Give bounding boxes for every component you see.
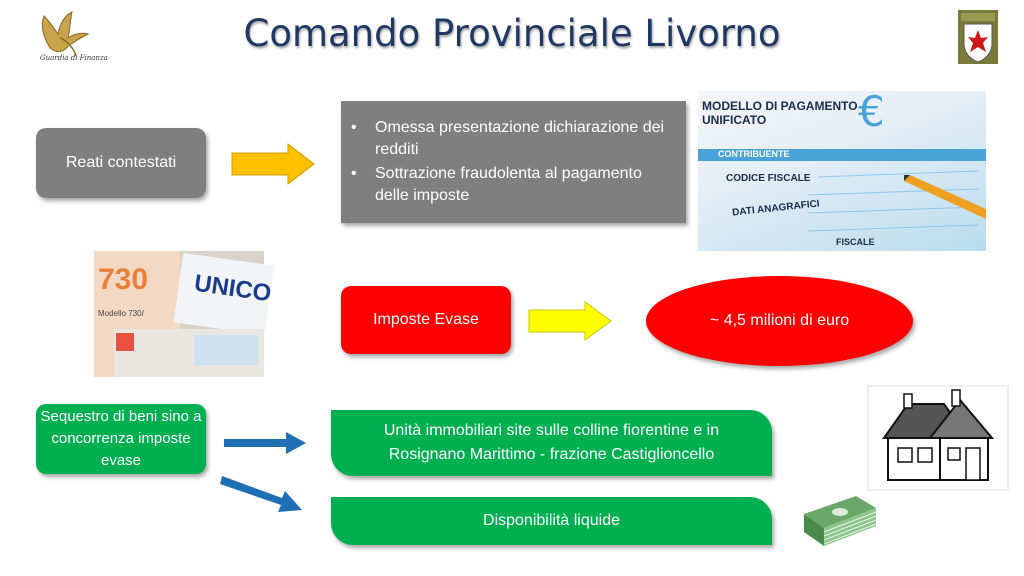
arrow-right-icon — [222, 430, 308, 461]
contested-crimes-list — [341, 101, 686, 223]
tax-forms-photo — [94, 251, 273, 377]
form-730-label: 730 — [98, 263, 149, 296]
provincial-crest-icon — [958, 10, 998, 64]
form-title-line2: UNIFICATO — [702, 113, 767, 127]
arrow-right-icon — [527, 300, 613, 347]
form-unico-label: UNICO — [192, 269, 273, 308]
liquid-assets-box: Disponibilità liquide — [331, 497, 772, 545]
imposte-evase-box: Imposte Evase — [341, 286, 511, 354]
form-title-line1: MODELLO DI PAGAMENTO — [702, 99, 858, 113]
arrow-right-icon — [230, 142, 316, 191]
evaded-amount-ellipse: ~ 4,5 milioni di euro — [646, 276, 913, 366]
form-band: CONTRIBUENTE — [718, 149, 790, 159]
form-field-codice: CODICE FISCALE — [726, 173, 811, 184]
house-icon — [868, 386, 1008, 490]
logo-caption: Guardia di Finanza — [40, 54, 108, 62]
real-estate-text: Unità immobiliari site sulle colline fiorentine e in Rosignano Marittimo - frazione Castiglioncello — [383, 422, 720, 463]
real-estate-seized-box — [331, 410, 772, 476]
payment-form-photo — [698, 87, 986, 251]
guardia-di-finanza-logo — [30, 8, 106, 66]
crime-item: • Omessa presentazione dichiarazione dei redditi — [375, 117, 672, 161]
form-730-sub: Modello 730/ — [98, 309, 144, 318]
arrow-down-right-icon — [218, 470, 308, 521]
banknotes-icon — [800, 486, 878, 550]
form-field-dati: DATI ANAGRAFICI — [731, 198, 821, 219]
crime-item: • Sottrazione fraudolenta al pagamento delle imposte — [375, 163, 672, 207]
sequestro-beni-box: Sequestro di beni sino a concorrenza imposte evase — [36, 404, 206, 474]
form-field-fiscale: FISCALE — [836, 237, 875, 247]
reati-contestati-box: Reati contestati — [36, 128, 206, 198]
page-title: Comando Provinciale Livorno — [243, 12, 781, 55]
euro-icon: € — [858, 87, 885, 136]
